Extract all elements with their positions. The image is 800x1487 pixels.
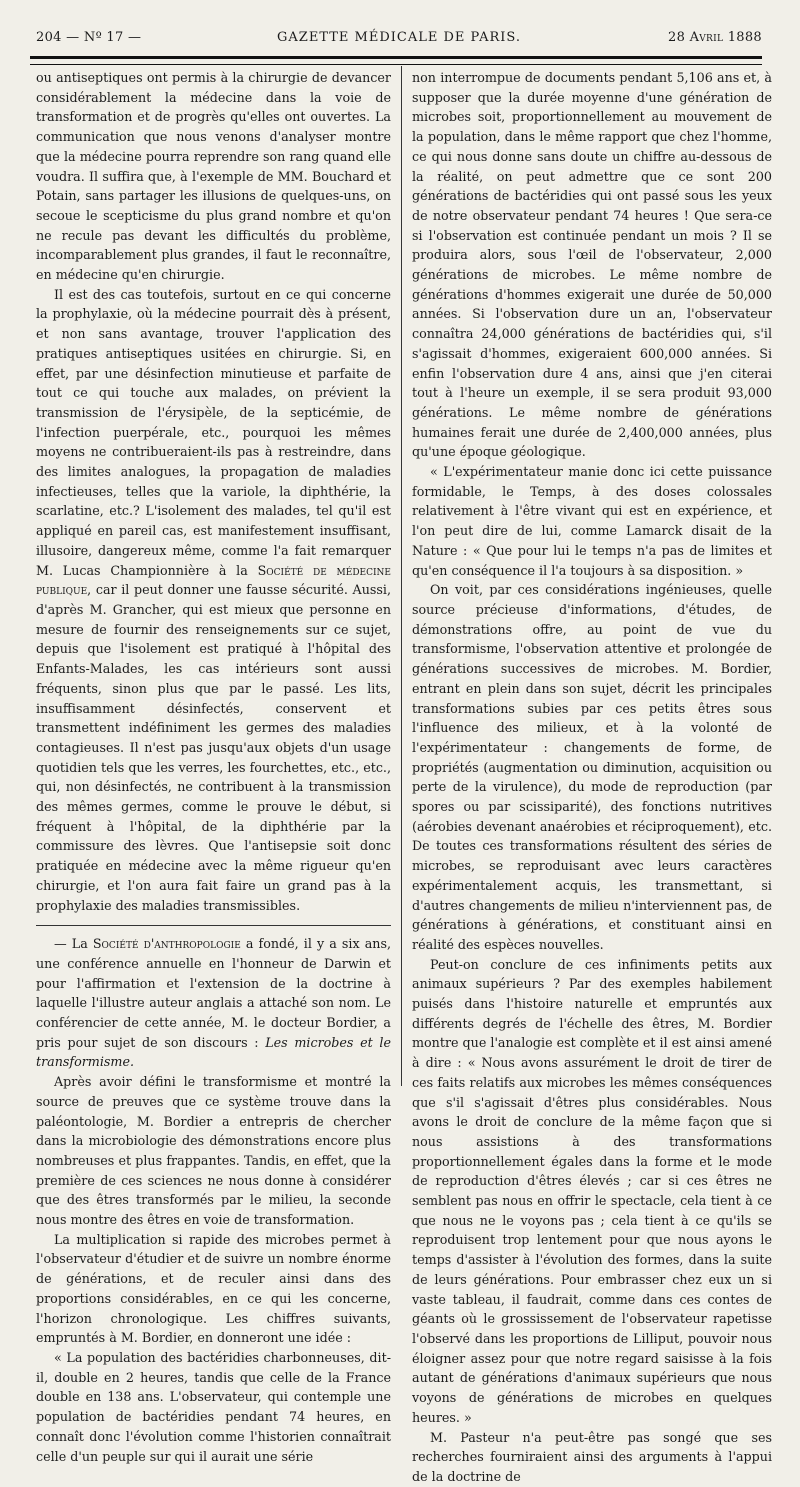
society-name: Société de médecine publique	[36, 562, 391, 598]
paragraph: La multiplication si rapide des microbes permet à l'observateur d'étudier et de suivre un nombre énorme de générations, et de reculer ainsi dans des proportions considérables, en ce qui les concerne, l'horizon chronologique. Les chiffres suivants, empruntés à M. Bordier, en donneront une idée :	[36, 1231, 391, 1346]
paragraph-text: Il est des cas toutefois, surtout en ce qui concerne la prophylaxie, où la médecine pourrait dès à présent, et non sans avantage, trouver l'application des pratiques antiseptiques usitées en chirurgie. Si, en effet, par une désinfection minutieuse et parfaite de tout ce qui touche aux malades, on prévient la transmission de l'érysipèle, de la septicémie, de l'infection puerpérale, etc., pourquoi les mêmes moyens ne contribueraient-ils pas à restreindre, dans des limites analogues, la propagation de maladies infectieuses, telles que la variole, la diphthérie, la scarlatine, etc.? L'isolement des malades, tel qu'il est appliqué en pareil cas, est manifestement insuffisant, illusoire, dangereux même, comme l'a fait remarquer M. Lucas Championnière à la	[36, 286, 391, 578]
left-column	[36, 68, 391, 1464]
quotation: « La population des bactéridies charbonneuses, dit-il, double en 2 heures, tandis que celle de la France double en 138 ans. L'observateur, qui contemple une population de bactéridies pendant 74 heures, en connaît donc l'évolution comme l'historien connaîtrait celle d'un peuple sur qui il aurait une série	[36, 1350, 391, 1464]
issue-date: 28 Avril 1888	[668, 30, 762, 45]
paragraph: Peut-on conclure de ces infiniments petits aux animaux supérieurs ? Par des exemples habilement puisés dans l'histoire naturelle et empruntés aux différents degrés de l'échelle des êtres, M. Bordier montre que l'analogie est complète et il est ainsi amené à dire : « Nous avons assurément le droit de tirer de ces faits relatifs aux microbes les mêmes conséquences que s'il s'agissait d'êtres plus considérables. Nous avons le droit de conclure de la même façon que si nous assistions à des transformations proportionnellement égales dans la forme et le mode de reproduction d'êtres élevés ; car si ces êtres ne semblent pas nous en offrir le spectacle, cela tient à ce que nous ne le voyons pas ; cela tient à ce qu'ils se reproduisent trop lentement pour que nous ayons le temps d'assister à l'évolution des formes, dans la suite de leurs générations. Pour embrasser chez eux un si vaste tableau, il faudrait, comme dans ces contes de géants où le grossissement de l'observateur rapetisse l'observé dans les proportions de Lilliput, pouvoir nous éloigner assez pour que notre regard saisisse à la fois autant de générations d'animaux supérieurs que nous voyons de générations de microbes en quelques heures. »	[412, 956, 773, 1425]
paragraph-text: — La	[54, 936, 93, 952]
paragraph: ou antiseptiques ont permis à la chirurgie de devancer considérablement la médecine dans la voie de transformation et de progrès qu'elles ont ouvertes. La communication que nous venons d'analyser montre que la médecine pourra reprendre son rang quand elle voudra. Il suffira que, à l'exemple de MM. Bouchard et Potain, sans partager les illusions de quelques-uns, on secoue le scepticisme du plus grand nombre et qu'on ne recule pas devant les difficultés du problème, incomparablement plus grandes, il faut le reconnaître, en médecine qu'en chirurgie.	[36, 70, 391, 283]
right-column	[412, 68, 773, 1484]
journal-title: GAZETTE MÉDICALE DE PARIS.	[277, 30, 521, 45]
issue-number: — Nº 17 —	[66, 30, 142, 45]
paragraph	[36, 285, 391, 916]
paragraph-text: a fondé, il y a six ans, une conférence annuelle en l'honneur de Darwin et pour l'affirmation et l'extension de la doctrine à laquelle l'illustre auteur anglais a attaché son nom. Le conférencier de cette année, M. le docteur Bordier, a pris pour sujet de son discours :	[36, 936, 391, 1050]
paragraph	[36, 925, 391, 1072]
paragraph: On voit, par ces considérations ingénieuses, quelle source précieuse d'informations, d'études, de démonstrations offre, au point de vue du transformisme, l'observation attentive et prolongée de générations successives de microbes. M. Bordier, entrant en plein dans son sujet, décrit les principales transformations subies par ces petits êtres sous l'influence des milieux, et à la volonté de l'expérimentateur : changements de forme, de propriétés (augmentation ou diminution, acquisition ou perte de la virulence), du mode de reproduction (par spores ou par scissiparité), des fonctions nutritives (aérobies devenant anaérobies et réciproquement), etc. De toutes ces transformations résultent des séries de microbes, se reproduisant avec leurs caractères expérimentalement acquis, les transmettant, si d'autres changements de milieu n'interviennent pas, de générations à générations, et constituant ainsi en réalité des espèces nouvelles.	[412, 582, 772, 952]
paragraph: Après avoir défini le transformisme et montré la source de preuves que ce système trouve dans la paléontologie, M. Bordier a entrepris de chercher dans la microbiologie des démonstrations encore plus nombreuses et plus frappantes. Tandis, en effet, que la première de ces sciences ne nous donne à considérer que des êtres transformés par le milieu, la seconde nous montre des êtres en voie de transformation.	[36, 1074, 391, 1228]
page-header	[36, 30, 762, 50]
column-divider	[401, 66, 402, 1086]
paragraph: non interrompue de documents pendant 5,106 ans et, à supposer que la durée moyenne d'une génération de microbes soit, proportionnellement au mouvement de la population, dans le même rapport que chez l'homme, ce qui nous donne sans doute un chiffre au-dessous de la réalité, on peut admettre que ce sont 200 générations de bactéridies qui ont passé sous les yeux de notre observateur pendant 74 heures ! Que sera-ce si l'observation est continuée pendant un mois ? Il se produira alors, sous l'œil de l'observateur, 2,000 générations de microbes. Le même nombre de générations d'hommes exigerait une durée de 50,000 années. Si l'observation dure un an, l'observateur connaîtra 24,000 générations de bactéridies qui, s'il s'agissait d'hommes, exigeraient 600,000 années. Si enfin l'observation dure 4 ans, ainsi que j'en citerai tout à l'heure un exemple, il se sera produit 93,000 générations. Le même nombre de générations humaines ferait une durée de 2,400,000 années, plus qu'une époque géologique.	[412, 70, 772, 460]
paragraph-text: , car il peut donner une fausse sécurité. Aussi, d'après M. Grancher, qui est mieux que personne en mesure de fournir des renseignements sur ce sujet, depuis que l'isolement est pratiqué à l'hôpital des Enfants-Malades, les cas intérieurs sont aussi fréquents, sinon plus que par le passé. Les lits, insuffisamment désinfectés, conservent et transmettent indéfiniment les germes des maladies contagieuses. Il n'est pas jusqu'aux objets d'un usage quotidien tels que les verres, les fourchettes, etc., etc., qui, non désinfectés, ne contribuent à la transmission des mêmes germes, comme le prouve le début, si fréquent à l'hôpital, de la diphthérie par la commissure des lèvres. Que l'antisepsie soit donc pratiquée en médecine avec la même rigueur qu'en chirurgie, et l'on aura fait faire un grand pas à la prophylaxie des maladies transmissibles.	[36, 582, 391, 913]
paragraph: M. Pasteur n'a peut-être pas songé que ses recherches fourniraient ainsi des arguments à l'appui de la doctrine de	[412, 1429, 772, 1484]
lecture-topic: Les microbes et le transformisme.	[36, 1034, 391, 1070]
page-number: 204	[36, 30, 62, 45]
quotation: « L'expérimentateur manie donc ici cette puissance formidable, le Temps, à des doses colossales relativement à l'être vivant qui est en expérience, et l'on peut dire de lui, comme Lamarck disait de la Nature : « Que pour lui le temps n'a pas de limites et qu'en conséquence il l'a toujours à sa disposition. »	[412, 464, 772, 578]
society-name: Société d'anthropologie	[92, 936, 241, 952]
header-rule	[30, 56, 762, 65]
